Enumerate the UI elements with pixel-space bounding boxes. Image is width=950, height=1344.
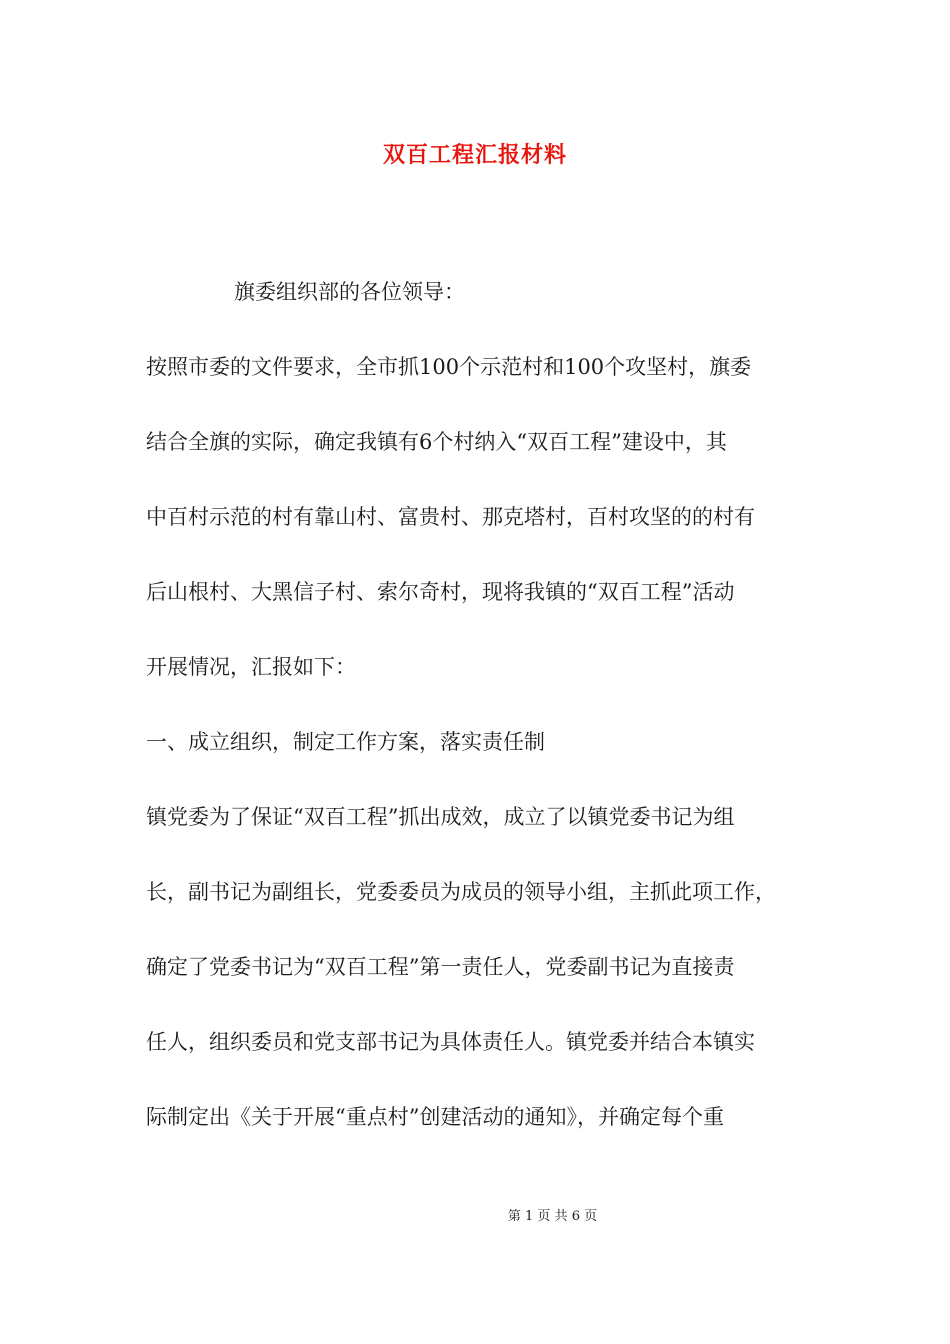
body-line: 际制定出《关于开展“重点村”创建活动的通知》，并确定每个重 xyxy=(146,1105,724,1129)
body-line: 长，副书记为副组长，党委委员为成员的领导小组，主抓此项工作， xyxy=(146,880,776,904)
salutation: 旗委组织部的各位领导： xyxy=(234,280,465,304)
body-line: 镇党委为了保证“双百工程”抓出成效，成立了以镇党委书记为组 xyxy=(146,805,735,829)
current-page-number: 1 xyxy=(525,1209,534,1224)
document-title: 双百工程汇报材料 xyxy=(382,142,567,168)
page-label-prefix: 第 xyxy=(507,1209,521,1224)
total-pages-number: 6 xyxy=(571,1209,580,1224)
page-label-suffix: 页 xyxy=(584,1209,598,1224)
body-line: 任人，组织委员和党支部书记为具体责任人。镇党委并结合本镇实 xyxy=(146,1030,755,1054)
page-footer xyxy=(0,1207,950,1227)
body-line: 开展情况，汇报如下： xyxy=(146,655,356,679)
page-label-mid: 页 共 xyxy=(537,1209,568,1224)
section-heading: 一、成立组织，制定工作方案，落实责任制 xyxy=(146,730,545,754)
body-line: 按照市委的文件要求，全市抓100个示范村和100个攻坚村，旗委 xyxy=(146,355,752,379)
body-line: 结合全旗的实际，确定我镇有6个村纳入“双百工程”建设中，其 xyxy=(146,430,727,454)
body-line: 后山根村、大黑信子村、索尔奇村，现将我镇的“双百工程”活动 xyxy=(146,580,735,604)
body-line: 确定了党委书记为“双百工程”第一责任人，党委副书记为直接责 xyxy=(146,955,735,979)
body-line: 中百村示范的村有靠山村、富贵村、那克塔村，百村攻坚的的村有 xyxy=(146,505,755,529)
